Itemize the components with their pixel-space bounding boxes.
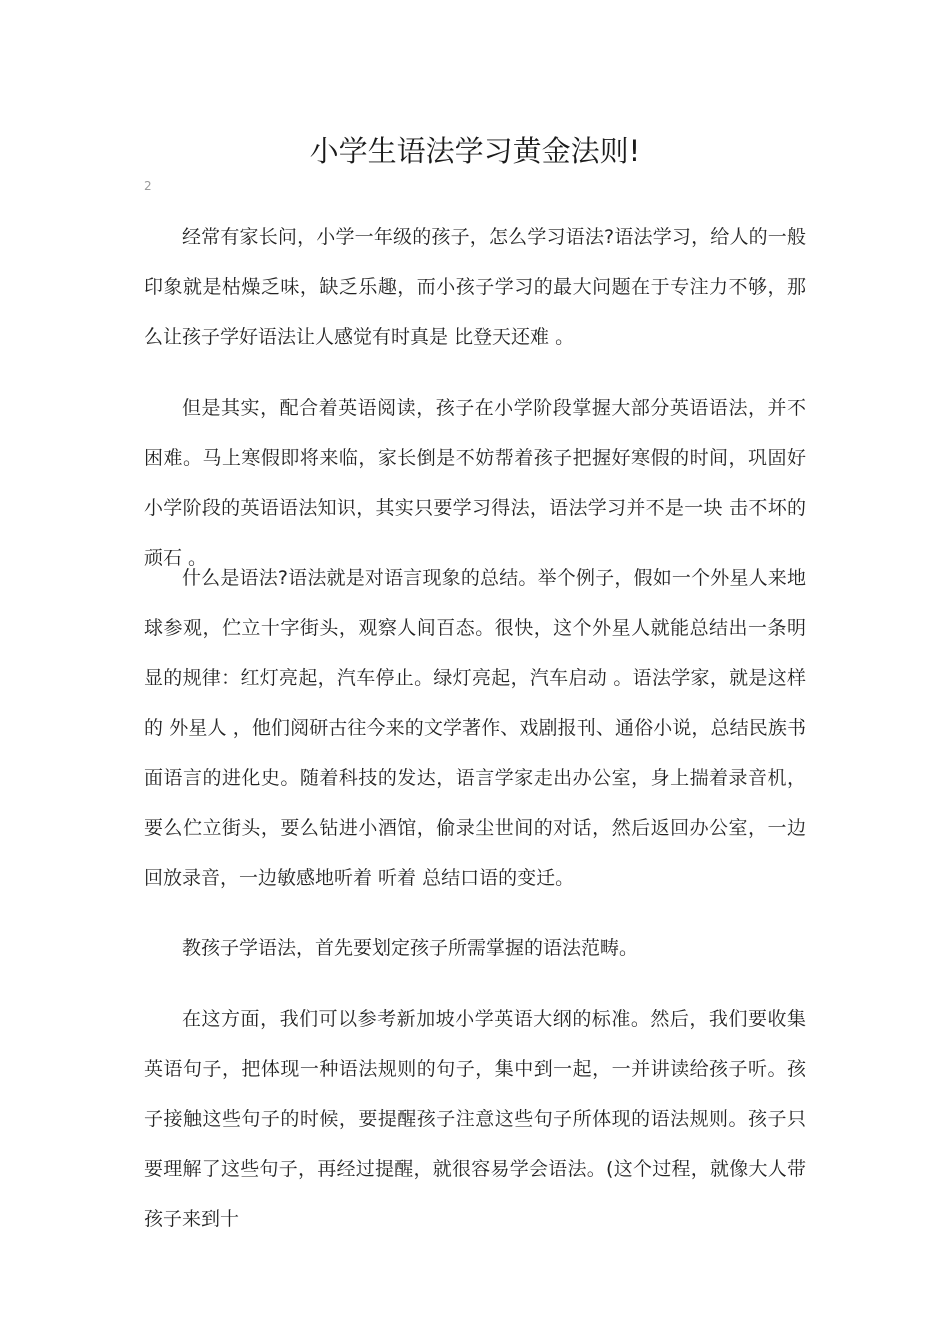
paragraph-4: 教孩子学语法，首先要划定孩子所需掌握的语法范畴。 bbox=[182, 937, 639, 959]
paragraph-3: 什么是语法?语法就是对语言现象的总结。举个例子，假如一个外星人来地球参观，伫立十字街头，观察人间百态。很快，这个外星人就能总结出一条明显的规律：红灯亮起，汽车停止。绿灯亮起，汽车启动 。语法学家，就是这样的 外星人 ，他们阅研古往今来的文学著作、戏剧报刊、通俗小说，总结民族书面语言的进化史。随着科技的发达，语言学家走出办公室，身上揣着录音机，要么伫立街头，要么钻进小酒馆，偷录尘世间的对话，然后返回办公室，一边回放录音，一边敏感地听着 听着 总结口语的变迁。 bbox=[144, 567, 806, 889]
paragraph-1: 经常有家长问，小学一年级的孩子，怎么学习语法?语法学习，给人的一般印象就是枯燥乏味，缺乏乐趣，而小孩子学习的最大问题在于专注力不够，那么让孩子学好语法让人感觉有时真是 比登天还难 。 bbox=[144, 226, 806, 348]
paragraph-5: 在这方面，我们可以参考新加坡小学英语大纲的标准。然后，我们要收集英语句子，把体现一种语法规则的句子，集中到一起，一并讲读给孩子听。孩子接触这些句子的时候，要提醒孩子注意这些句子所体现的语法规则。孩子只要理解了这些句子，再经过提醒，就很容易学会语法。(这个过程，就像大人带孩子来到十 bbox=[144, 1008, 806, 1230]
page-number: 2 bbox=[144, 179, 152, 193]
document-title: 小学生语法学习黄金法则! bbox=[309, 134, 641, 168]
paragraph-2: 但是其实，配合着英语阅读，孩子在小学阶段掌握大部分英语语法，并不困难。马上寒假即将来临，家长倒是不妨帮着孩子把握好寒假的时间，巩固好小学阶段的英语语法知识，其实只要学习得法，语法学习并不是一块 击不坏的顽石 。 bbox=[144, 397, 806, 569]
